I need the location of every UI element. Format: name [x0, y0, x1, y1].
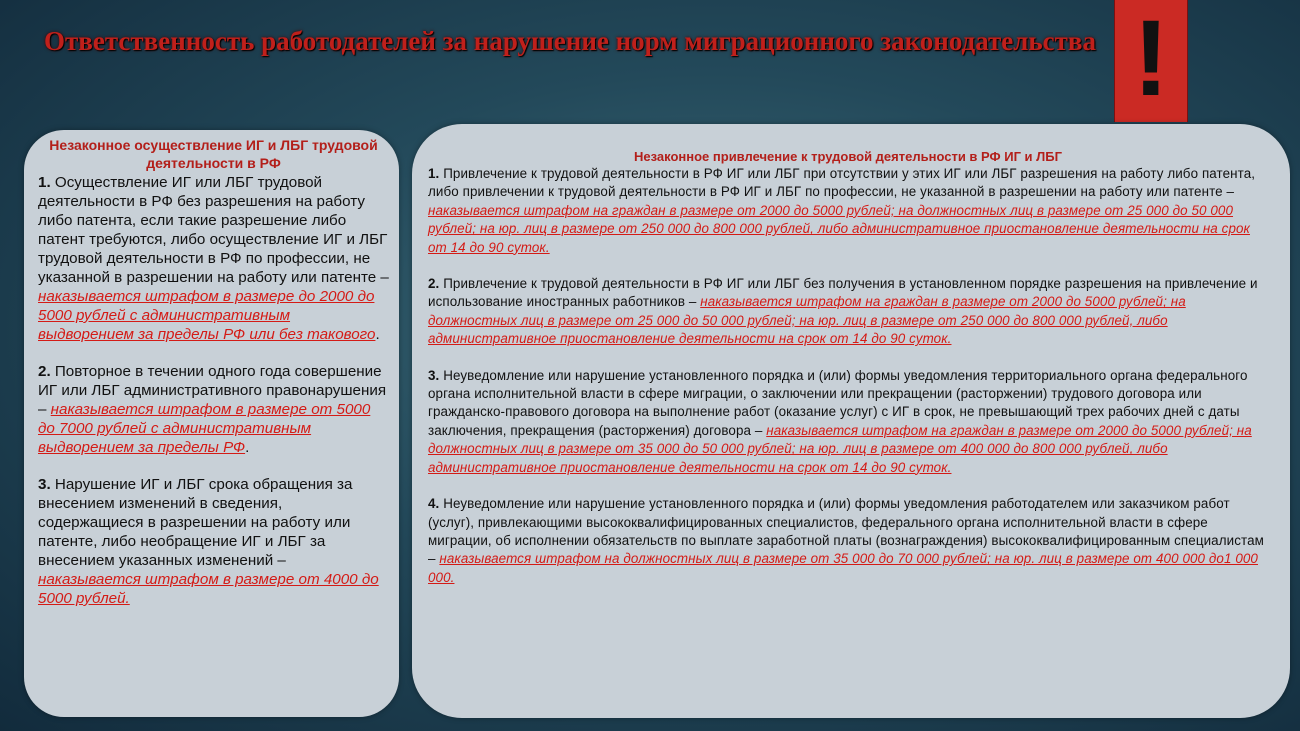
- item-text: Привлечение к трудовой деятельности в РФ ИГ или ЛБГ при отсутствии у этих ИГ или ЛБГ разрешения на работу либо патента, либо привлечении к трудовой деятельности в РФ ИГ и ЛБГ по профессии, не указанной в разрешении на работу или патенте –: [428, 166, 1256, 200]
- item-penalty: наказывается штрафом на граждан в размере от 2000 до 5000 рублей; на должностных лиц в размере от 35 000 до 50 000 рублей; на юр. лиц в размере от 400 000 до 800 000 рублей, либо административное приостановление деятельности на срок от 14 до 90 суток.: [428, 422, 1252, 475]
- item-penalty: наказывается штрафом на должностных лиц в размере от 35 000 до 70 000 рублей; на юр. лиц в размере от 400 000 до1 000 000.: [428, 551, 1258, 585]
- item-end: .: [245, 439, 250, 456]
- item-text: Неуведомление или нарушение установленного порядка и (или) формы уведомления работодателем или заказчиком работ (услуг), привлекающими высококвалифицированных специалистов, федерального органа исполнительной власти в сфере миграции, об исполнении обязательств по выплате заработной платы (вознаграждения) высококвалифицированным специалистам –: [428, 496, 1264, 567]
- left-item-1: [38, 173, 389, 344]
- left-panel: [24, 130, 399, 717]
- right-item-4: [428, 495, 1268, 587]
- item-number: 4.: [428, 496, 440, 512]
- item-number: 1.: [428, 166, 440, 181]
- item-text: Неуведомление или нарушение установленного порядка и (или) формы уведомления территориального органа федерального органа исполнительной власти в сфере миграции, о заключении или прекращении (расторжении) трудового договора или гражданско-правового договора на выполнение работ (оказание услуг) с ИГ в срок, не превышающий трех рабочих дней с даты заключения, прекращения (расторжения) договора –: [428, 367, 1248, 438]
- item-penalty: наказывается штрафом в размере от 4000 до 5000 рублей.: [38, 571, 379, 607]
- item-number: 3.: [428, 367, 440, 383]
- item-penalty: наказывается штрафом на граждан в размере от 2000 до 5000 рублей; на должностных лиц в размере от 25 000 до 50 000 рублей; на юр. лиц в размере от 250 000 до 800 000 рублей, либо административное приостановление деятельности на срок от 14 до 90 суток.: [428, 294, 1186, 347]
- item-number: 2.: [38, 363, 51, 380]
- item-number: 3.: [38, 476, 51, 493]
- right-item-2: [428, 275, 1268, 349]
- item-end: .: [375, 326, 380, 343]
- right-item-1: [428, 165, 1268, 257]
- right-panel: [412, 124, 1290, 718]
- right-panel-heading: Незаконное привлечение к трудовой деятельности в РФ ИГ и ЛБГ: [634, 149, 1062, 164]
- item-text: Повторное в течении одного года совершение ИГ или ЛБГ административного правонарушения –: [38, 363, 387, 418]
- left-item-2: [38, 362, 389, 457]
- left-item-3: [38, 475, 389, 608]
- item-penalty: наказывается штрафом в размере до 2000 до 5000 рублей с административным выдворением за пределы РФ или без такового: [38, 288, 376, 343]
- item-text: Привлечение к трудовой деятельности в РФ ИГ или ЛБГ без получения в установленном порядке разрешения на привлечение и использование иностранных работников –: [428, 276, 1258, 310]
- item-text: Осуществление ИГ или ЛБГ трудовой деятельности в РФ без разрешения на работу либо патента, если такие разрешение либо патент требуются, либо осуществление ИГ и ЛБГ трудовой деятельности в РФ по профессии, не указанной в разрешении на работу или патенте –: [38, 174, 389, 286]
- right-item-3: [428, 367, 1268, 477]
- exclamation-icon: !: [1133, 0, 1169, 118]
- item-number: 1.: [38, 174, 51, 191]
- page-title: Ответственность работодателей за нарушение норм миграционного законодательства: [43, 26, 1097, 56]
- alert-banner: [1114, 0, 1188, 122]
- item-number: 2.: [428, 276, 440, 292]
- item-penalty: наказывается штрафом в размере от 5000 до 7000 рублей с административным выдворением за пределы РФ: [38, 401, 371, 456]
- left-panel-heading: Незаконное осуществление ИГ и ЛБГ трудовой деятельности в РФ: [49, 137, 378, 171]
- item-text: Нарушение ИГ и ЛБГ срока обращения за внесением изменений в сведения, содержащиеся в разрешении на работу или патенте, либо необращение ИГ и ЛБГ за внесением указанных изменений –: [38, 476, 353, 569]
- item-penalty: наказывается штрафом на граждан в размере от 2000 до 5000 рублей; на должностных лиц в размере от 25 000 до 50 000 рублей; на юр. лиц в размере от 250 000 до 800 000 рублей, либо административное приостановление деятельности на срок от 14 до 90 суток.: [428, 202, 1250, 255]
